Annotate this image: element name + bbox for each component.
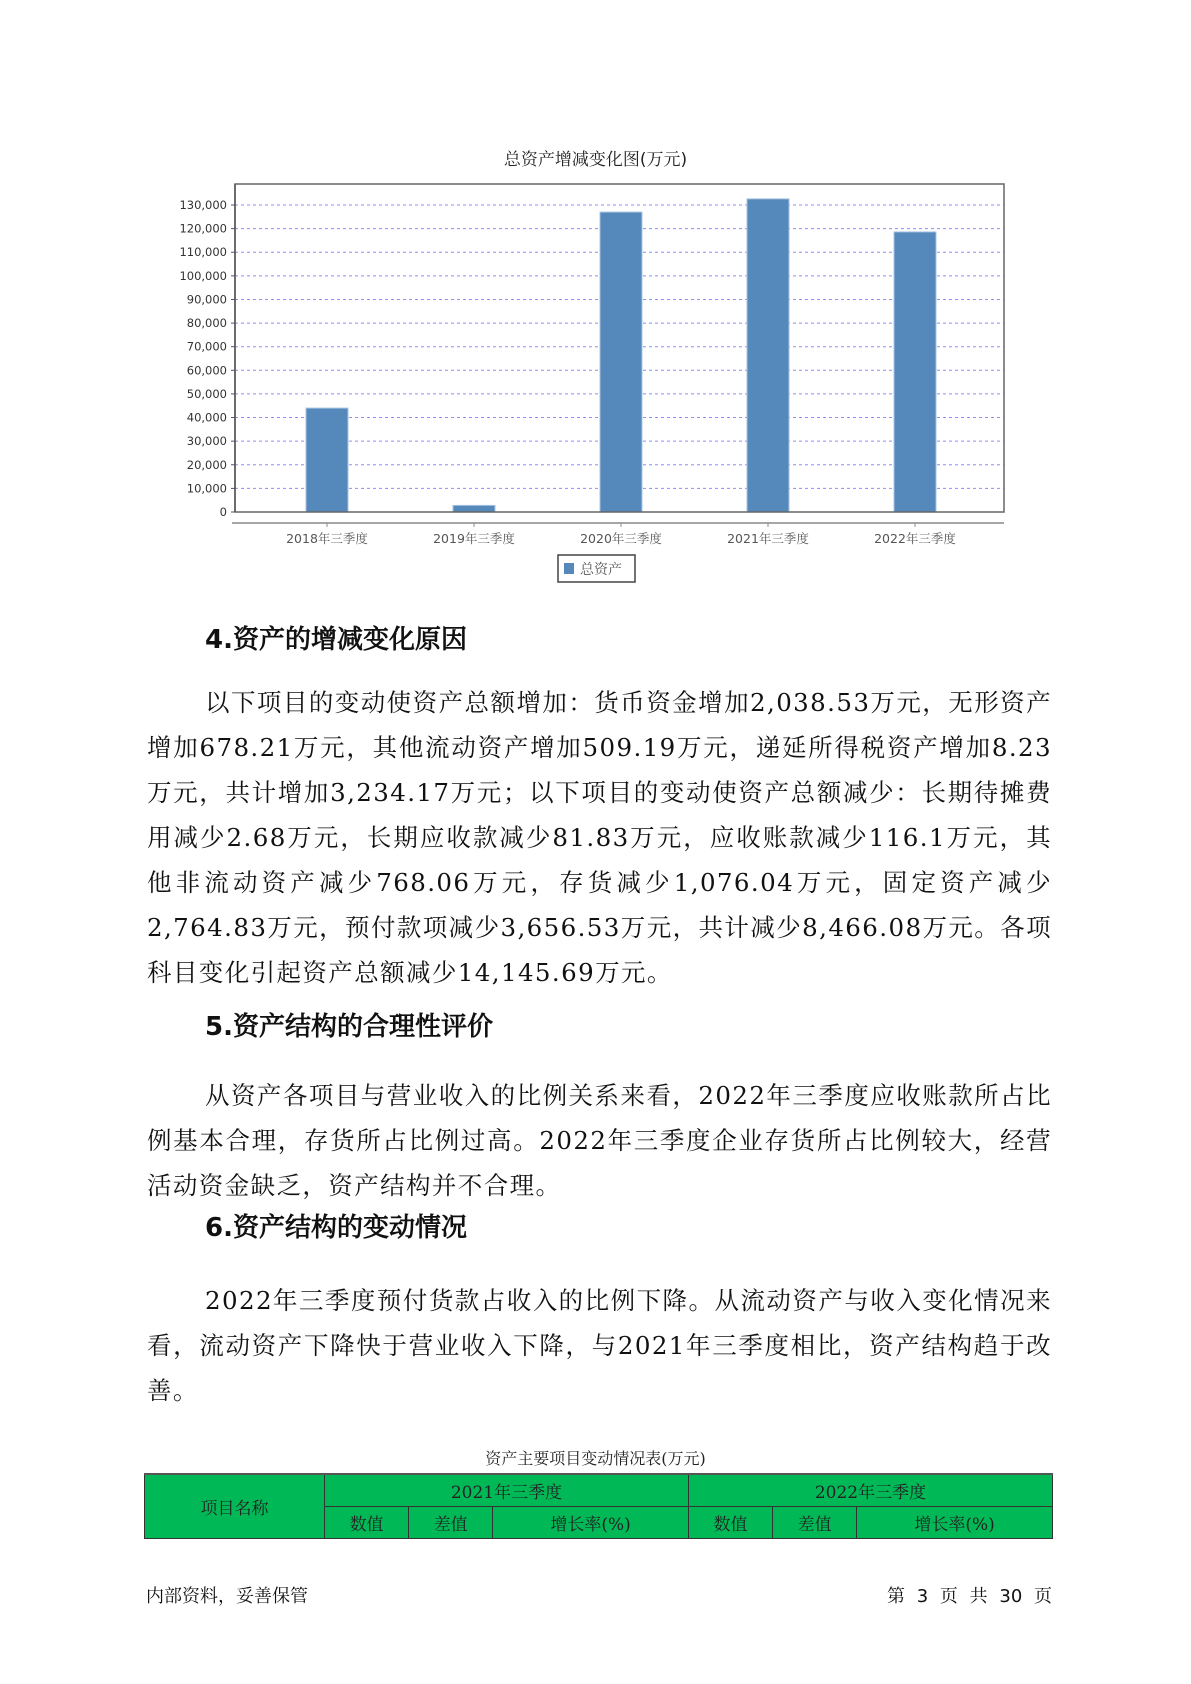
legend <box>558 555 635 582</box>
table-header-row-1 <box>145 1474 1053 1507</box>
y-tick-label: 0 <box>219 505 227 519</box>
total-assets-bar-chart <box>0 170 1191 590</box>
section-heading-4: 4.资产的增减变化原因 <box>205 625 467 655</box>
y-tick-label: 90,000 <box>186 292 227 307</box>
y-tick-label: 100,000 <box>179 268 227 283</box>
x-tick-label: 2018年三季度 <box>286 531 368 546</box>
x-tick-label: 2020年三季度 <box>580 531 662 546</box>
y-tick-label: 110,000 <box>179 245 227 260</box>
y-tick-label: 120,000 <box>179 221 227 236</box>
legend-swatch <box>564 563 574 574</box>
y-tick-label: 30,000 <box>186 434 227 449</box>
bar-2022年三季度 <box>894 232 936 512</box>
item-name-header: 项目名称 <box>145 1474 325 1539</box>
y-tick-label: 130,000 <box>179 198 227 212</box>
y-tick-label: 20,000 <box>186 457 227 472</box>
section-heading-5: 5.资产结构的合理性评价 <box>205 1012 493 1042</box>
chart-title: 总资产增减变化图(万元) <box>503 150 688 170</box>
footer-confidential-note: 内部资料，妥善保管 <box>146 1586 308 1607</box>
sub-header-value-2021: 数值 <box>325 1507 409 1539</box>
x-tick-label: 2021年三季度 <box>727 531 809 546</box>
section-paragraph-5: 从资产各项目与营业收入的比例关系来看，2022年三季度应收账款所占比例基本合理，存货所占比例过高。2022年三季度企业存货所占比例较大，经营活动资金缺乏，资产结构并不合理。 <box>147 1081 1052 1200</box>
x-tick-label: 2022年三季度 <box>874 531 956 546</box>
asset-items-change-table <box>144 1473 1053 1539</box>
bar-2019年三季度 <box>453 505 495 512</box>
y-tick-label: 40,000 <box>186 410 227 425</box>
y-tick-label: 70,000 <box>186 339 227 354</box>
sub-header-diff-2021: 差值 <box>409 1507 493 1539</box>
sub-header-growth-2021: 增长率(%) <box>493 1507 689 1539</box>
sub-header-value-2022: 数值 <box>688 1507 772 1539</box>
y-tick-label: 60,000 <box>186 363 227 378</box>
period-header-2021: 2021年三季度 <box>325 1474 689 1507</box>
y-tick-label: 10,000 <box>186 481 227 496</box>
y-axis-ticks <box>179 198 235 519</box>
sub-header-growth-2022: 增长率(%) <box>857 1507 1053 1539</box>
period-header-2022: 2022年三季度 <box>688 1474 1052 1507</box>
section-paragraph-6: 2022年三季度预付货款占收入的比例下降。从流动资产与收入变化情况来看，流动资产下降快于营业收入下降，与2021年三季度相比，资产结构趋于改善。 <box>147 1286 1052 1405</box>
bar-2018年三季度 <box>306 408 348 512</box>
bar-2020年三季度 <box>600 212 642 512</box>
table-caption: 资产主要项目变动情况表(万元) <box>485 1449 706 1468</box>
y-tick-label: 50,000 <box>186 386 227 401</box>
x-tick-label: 2019年三季度 <box>433 531 515 546</box>
footer-page-number: 第 3 页 共 30 页 <box>887 1586 1052 1607</box>
bar-2021年三季度 <box>747 199 789 512</box>
section-paragraph-4: 以下项目的变动使资产总额增加：货币资金增加2,038.53万元，无形资产增加678.21万元，其他流动资产增加509.19万元，递延所得税资产增加8.23万元，共计增加3,234.17万元；以下项目的变动使资产总额减少：长期待摊费用减少2.68万元，长期应收款减少81.83万元，应收账款减少116.1万元，其他非流动资产减少768.06万元，存货减少1,076.04万元，固定资产减少2,764.83万元，预付款项减少3,656.53万元，共计减少8,466.08万元。各项科目变化引起资产总额减少14,145.69万元。 <box>147 688 1052 987</box>
legend-label: 总资产 <box>580 562 622 578</box>
y-tick-label: 80,000 <box>186 316 227 331</box>
x-axis-ticks <box>286 523 956 546</box>
section-heading-6: 6.资产结构的变动情况 <box>205 1213 467 1243</box>
sub-header-diff-2022: 差值 <box>773 1507 857 1539</box>
